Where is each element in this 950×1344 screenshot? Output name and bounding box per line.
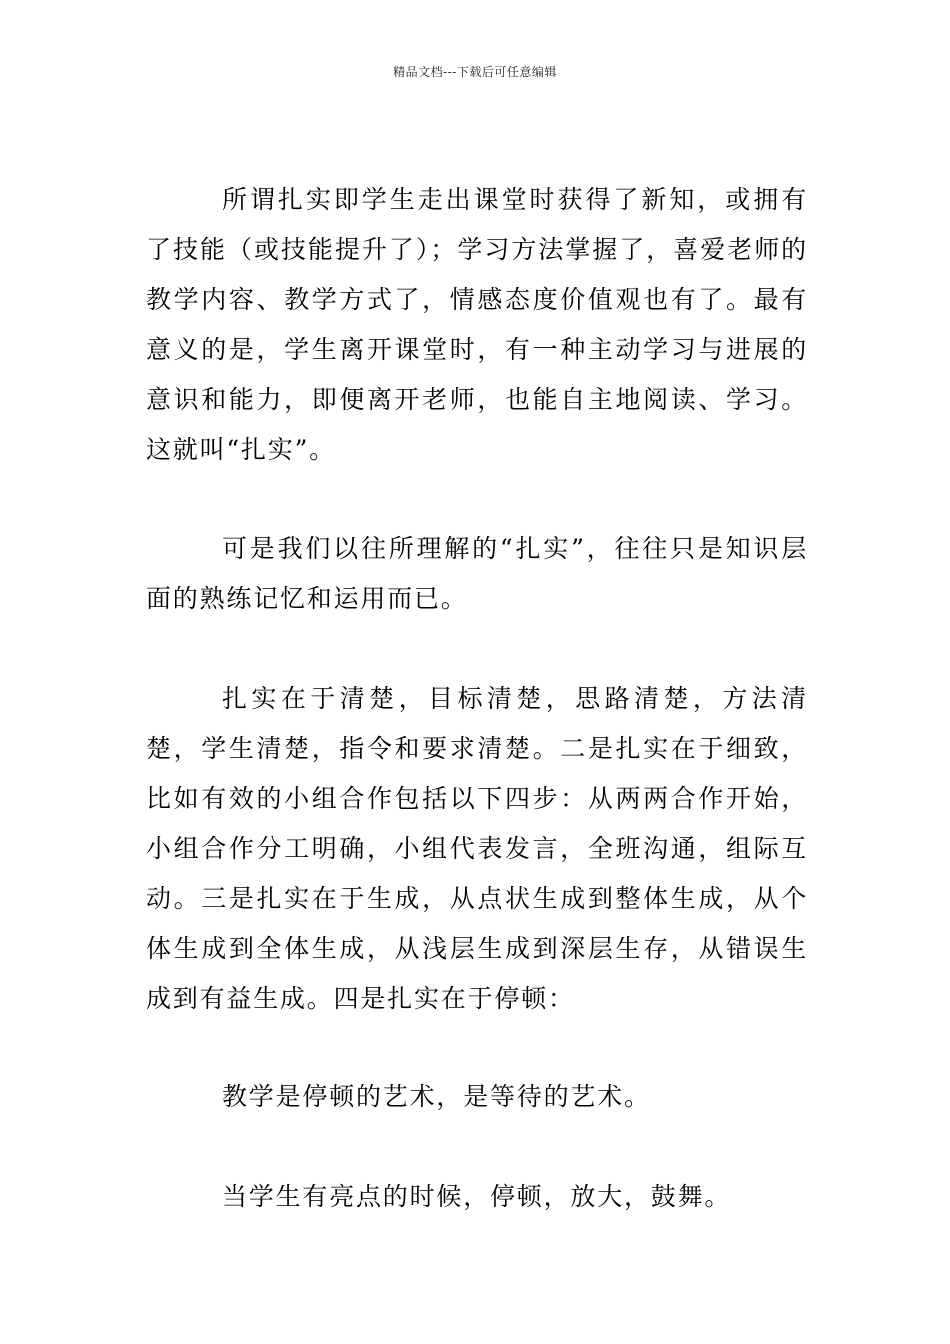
paragraph-highlight-moment: 当学生有亮点的时候，停顿，放大，鼓舞。 [222, 1182, 732, 1211]
page-header: 精品文档---下载后可任意编辑 [393, 65, 557, 79]
paragraph-art-of-pause: 教学是停顿的艺术，是等待的艺术。 [222, 1082, 651, 1111]
paragraph-definition-of-solid: 所谓扎实即学生走出课堂时获得了新知，或拥有了技能（或技能提升了）；学习方法掌握了，喜爱老师的教学内容、教学方式了，情感态度价值观也有了。最有意义的是，学生离开课堂时，有一种主动学习与进展的意识和能力，即便离开老师，也能自主地阅读、学习。这就叫“扎实”。 [146, 185, 808, 464]
paragraph-past-understanding: 可是我们以往所理解的“扎实”，往往只是知识层面的熟练记忆和运用而已。 [146, 534, 808, 613]
paragraph-aspects-of-solid: 扎实在于清楚，目标清楚，思路清楚，方法清楚，学生清楚，指令和要求清楚。二是扎实在于细致，比如有效的小组合作包括以下四步：从两两合作开始，小组合作分工明确，小组代表发言，全班沟通，组际互动。三是扎实在于生成，从点状生成到整体生成，从个体生成到全体生成，从浅层生成到深层生存，从错误生成到有益生成。四是扎实在于停顿： [146, 684, 808, 1013]
